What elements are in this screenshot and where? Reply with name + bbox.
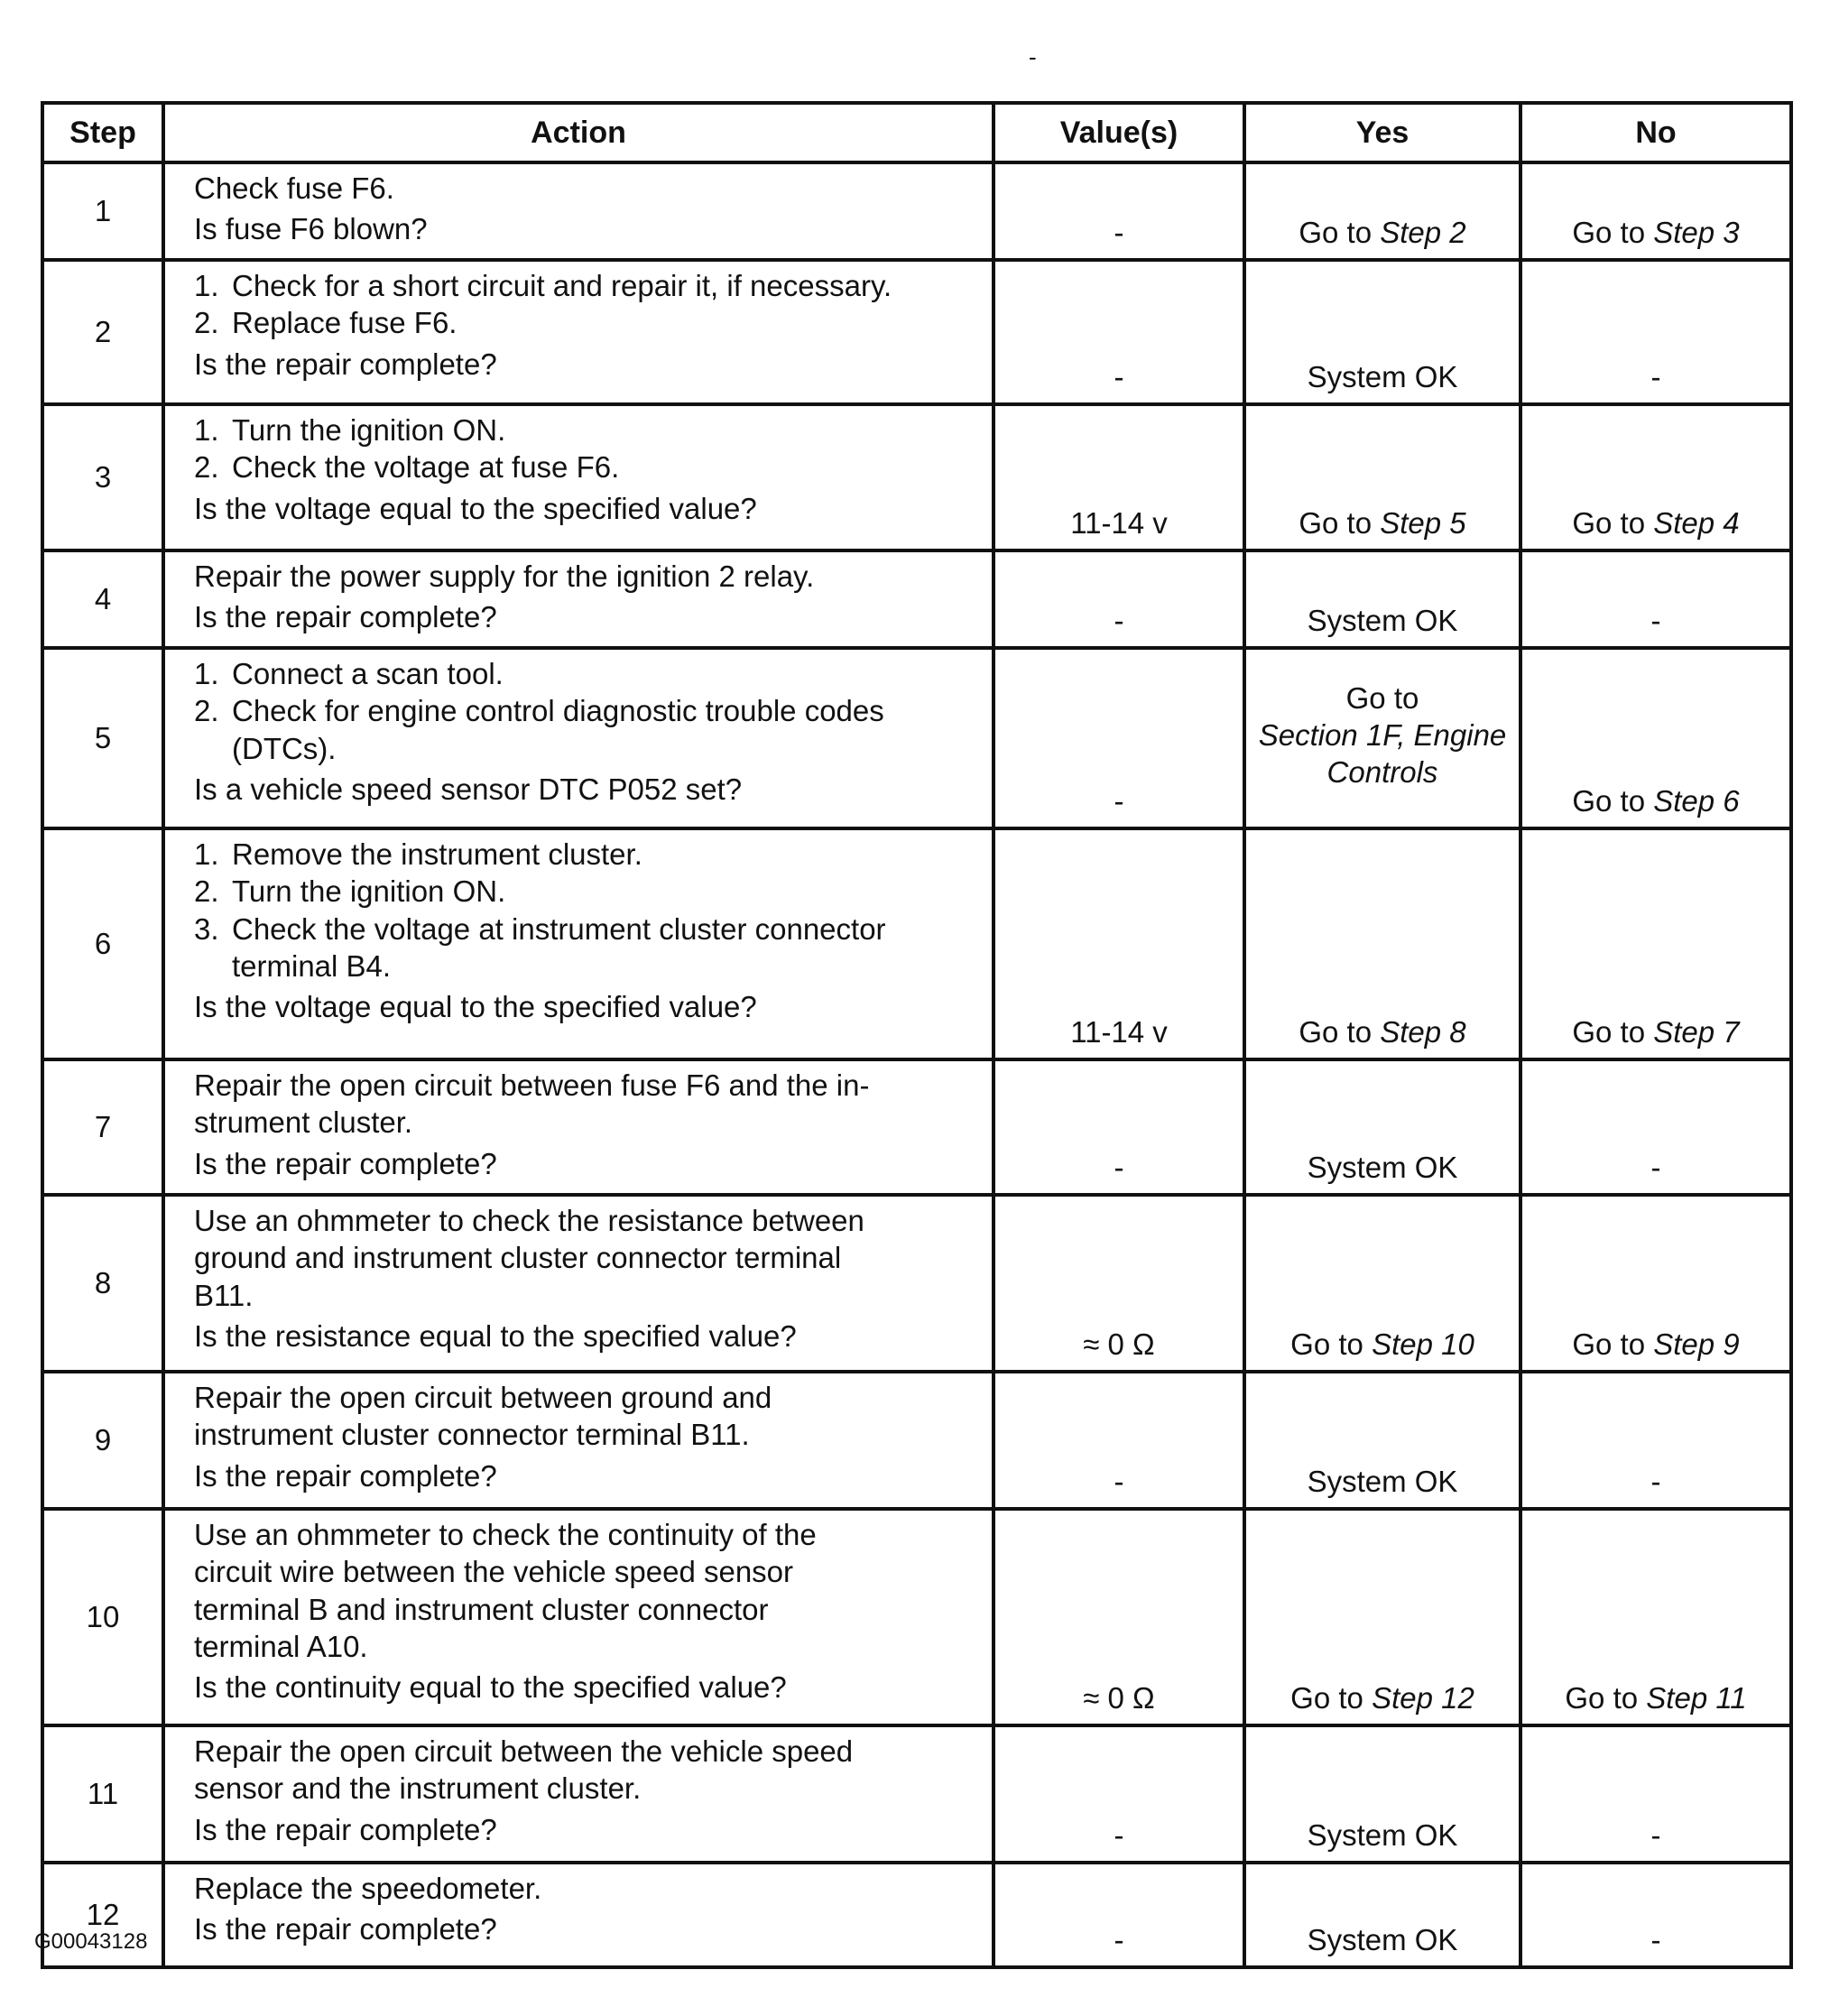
no-cell <box>1520 1059 1791 1195</box>
no-prefix: - <box>1650 359 1661 393</box>
action-step-text: Turn the ignition ON. <box>232 413 506 447</box>
action-text: Replace the speedometer. <box>194 1872 542 1905</box>
action-cell <box>163 648 994 828</box>
no-prefix: - <box>1650 603 1661 637</box>
action-cell <box>163 162 994 260</box>
action-text: terminal B and instrument cluster connector <box>194 1592 769 1626</box>
no-prefix: - <box>1650 1464 1661 1498</box>
action-cell <box>163 1195 994 1372</box>
step-number: 4 <box>42 550 163 648</box>
yes-prefix: Go to <box>1299 505 1372 540</box>
action-step-number: 1. <box>194 413 219 447</box>
value-cell: - <box>994 550 1244 648</box>
action-question: Is a vehicle speed sensor DTC P052 set? <box>194 772 743 806</box>
action-step-text: Check the voltage at instrument cluster connector terminal B4. <box>232 911 886 983</box>
value-cell: - <box>994 1059 1244 1195</box>
table-row <box>42 1195 1791 1372</box>
yes-prefix: System OK <box>1307 603 1458 637</box>
action-cell <box>163 404 994 550</box>
yes-cell <box>1244 162 1520 260</box>
table-row <box>42 828 1791 1059</box>
no-cell <box>1520 648 1791 828</box>
yes-prefix: Go to <box>1290 1680 1363 1715</box>
no-prefix: - <box>1650 1922 1661 1956</box>
header-yes: Yes <box>1244 103 1520 162</box>
action-cell <box>163 1863 994 1967</box>
header-values: Value(s) <box>994 103 1244 162</box>
no-reference: Step 11 <box>1646 1680 1747 1715</box>
action-text: Repair the open circuit between fuse F6 and the in- <box>194 1068 870 1102</box>
action-text: terminal A10. <box>194 1629 368 1663</box>
action-question: Is the resistance equal to the specified value? <box>194 1318 797 1353</box>
yes-reference: Step 10 <box>1372 1327 1474 1361</box>
header-no: No <box>1520 103 1791 162</box>
step-number: 9 <box>42 1372 163 1509</box>
yes-prefix: Go to <box>1345 680 1419 715</box>
yes-cell <box>1244 1863 1520 1967</box>
action-step-text: Remove the instrument cluster. <box>232 837 642 871</box>
value-cell: - <box>994 1372 1244 1509</box>
step-number: 2 <box>42 260 163 404</box>
action-cell <box>163 260 994 404</box>
table-row <box>42 260 1791 404</box>
table-row <box>42 1059 1791 1195</box>
yes-prefix: Go to <box>1290 1327 1363 1361</box>
yes-reference: Step 5 <box>1380 505 1466 540</box>
no-cell <box>1520 162 1791 260</box>
no-prefix: - <box>1650 1817 1661 1852</box>
action-question: Is the voltage equal to the specified value? <box>194 491 757 525</box>
action-text: strument cluster. <box>194 1105 413 1140</box>
action-cell <box>163 828 994 1059</box>
action-text: Use an ohmmeter to check the resistance between <box>194 1204 864 1237</box>
action-question: Is the repair complete? <box>194 600 497 634</box>
step-number: 3 <box>42 404 163 550</box>
table-row <box>42 1863 1791 1967</box>
action-text: instrument cluster connector terminal B11. <box>194 1418 750 1452</box>
action-step-text: Check for engine control diagnostic trouble codes (DTCs). <box>232 694 884 765</box>
action-text: Repair the open circuit between the vehicle speed <box>194 1734 854 1768</box>
value-cell: - <box>994 1863 1244 1967</box>
action-step-text: Connect a scan tool. <box>232 657 504 690</box>
yes-prefix: System OK <box>1307 1150 1458 1184</box>
no-cell <box>1520 404 1791 550</box>
yes-reference: Step 2 <box>1380 215 1466 249</box>
no-cell <box>1520 1863 1791 1967</box>
action-step <box>194 655 979 692</box>
value-cell: ≈ 0 Ω <box>994 1509 1244 1725</box>
yes-cell <box>1244 550 1520 648</box>
no-prefix: Go to <box>1565 1680 1639 1715</box>
action-question: Is the repair complete? <box>194 347 497 381</box>
action-step <box>194 267 979 304</box>
value-cell: ≈ 0 Ω <box>994 1195 1244 1372</box>
no-prefix: Go to <box>1572 783 1646 818</box>
action-step <box>194 836 979 873</box>
yes-cell <box>1244 828 1520 1059</box>
no-reference: Step 6 <box>1653 783 1740 818</box>
top-mark: - <box>1029 43 1037 70</box>
action-text: Check fuse F6. <box>194 171 394 205</box>
action-text: B11. <box>194 1278 254 1312</box>
table-body <box>42 162 1791 1967</box>
no-prefix: Go to <box>1572 1327 1646 1361</box>
no-cell <box>1520 1372 1791 1509</box>
action-step <box>194 449 979 486</box>
no-prefix: - <box>1650 1150 1661 1184</box>
no-reference: Step 4 <box>1653 505 1740 540</box>
action-cell <box>163 1509 994 1725</box>
figure-id: G00043128 <box>34 1929 148 1954</box>
table-row <box>42 1509 1791 1725</box>
action-step-text: Turn the ignition ON. <box>232 874 506 909</box>
yes-prefix: System OK <box>1307 359 1458 393</box>
action-text: ground and instrument cluster connector terminal <box>194 1241 842 1275</box>
yes-cell <box>1244 1059 1520 1195</box>
diagnostic-table <box>41 101 1793 1969</box>
no-reference: Step 9 <box>1653 1327 1740 1361</box>
action-step-number: 2. <box>194 694 219 728</box>
action-question: Is the voltage equal to the specified value? <box>194 990 757 1023</box>
yes-reference: Step 8 <box>1380 1014 1466 1049</box>
no-cell <box>1520 1509 1791 1725</box>
value-cell: 11-14 v <box>994 404 1244 550</box>
action-step <box>194 412 979 449</box>
no-prefix: Go to <box>1572 215 1646 249</box>
action-step-text: Check for a short circuit and repair it, if necessary. <box>232 269 892 302</box>
table-row <box>42 550 1791 648</box>
yes-cell <box>1244 648 1520 828</box>
action-step <box>194 873 979 910</box>
no-reference: Step 3 <box>1653 215 1740 249</box>
table-row <box>42 404 1791 550</box>
step-number: 5 <box>42 648 163 828</box>
action-step-number: 2. <box>194 450 219 485</box>
yes-prefix: System OK <box>1307 1464 1458 1498</box>
table-row <box>42 648 1791 828</box>
yes-prefix: Go to <box>1299 215 1372 249</box>
action-text: circuit wire between the vehicle speed sensor <box>194 1555 794 1589</box>
action-step <box>194 304 979 341</box>
yes-cell <box>1244 260 1520 404</box>
action-cell <box>163 550 994 648</box>
no-cell <box>1520 1725 1791 1863</box>
action-step <box>194 911 979 985</box>
header-row <box>42 103 1791 162</box>
table-row <box>42 1372 1791 1509</box>
value-cell: - <box>994 162 1244 260</box>
header-step: Step <box>42 103 163 162</box>
step-number: 1 <box>42 162 163 260</box>
no-prefix: Go to <box>1572 1014 1646 1049</box>
action-cell <box>163 1725 994 1863</box>
action-text: Repair the open circuit between ground and <box>194 1381 772 1414</box>
value-cell: - <box>994 260 1244 404</box>
action-question: Is the repair complete? <box>194 1912 497 1947</box>
table-row <box>42 162 1791 260</box>
action-step-number: 1. <box>194 837 219 871</box>
value-cell: - <box>994 648 1244 828</box>
action-step-number: 1. <box>194 269 219 302</box>
yes-cell <box>1244 1725 1520 1863</box>
yes-cell <box>1244 1195 1520 1372</box>
yes-prefix: System OK <box>1307 1817 1458 1852</box>
action-question: Is fuse F6 blown? <box>194 212 428 246</box>
yes-reference: Section 1F, Engine Controls <box>1258 717 1507 790</box>
yes-cell <box>1244 1372 1520 1509</box>
yes-prefix: Go to <box>1299 1014 1372 1049</box>
no-cell <box>1520 1195 1791 1372</box>
action-step-number: 3. <box>194 911 219 946</box>
action-step-text: Replace fuse F6. <box>232 306 458 340</box>
action-step-text: Check the voltage at fuse F6. <box>232 450 620 485</box>
no-prefix: Go to <box>1572 505 1646 540</box>
action-step-number: 2. <box>194 306 219 340</box>
action-step <box>194 692 979 767</box>
yes-cell <box>1244 1509 1520 1725</box>
action-question: Is the repair complete? <box>194 1146 497 1180</box>
no-cell <box>1520 550 1791 648</box>
value-cell: 11-14 v <box>994 828 1244 1059</box>
value-cell: - <box>994 1725 1244 1863</box>
action-cell <box>163 1372 994 1509</box>
action-step-number: 1. <box>194 657 219 690</box>
yes-prefix: System OK <box>1307 1922 1458 1956</box>
no-cell <box>1520 828 1791 1059</box>
yes-reference: Step 12 <box>1372 1680 1474 1715</box>
header-action: Action <box>163 103 994 162</box>
action-text: Repair the power supply for the ignition 2 relay. <box>194 559 815 593</box>
no-reference: Step 7 <box>1653 1014 1740 1049</box>
step-number: 10 <box>42 1509 163 1725</box>
action-text: Use an ohmmeter to check the continuity of the <box>194 1518 817 1551</box>
action-question: Is the repair complete? <box>194 1812 497 1846</box>
action-question: Is the continuity equal to the specified value? <box>194 1670 787 1704</box>
step-number: 8 <box>42 1195 163 1372</box>
step-number: 7 <box>42 1059 163 1195</box>
step-number: 12 <box>42 1863 163 1967</box>
action-text: sensor and the instrument cluster. <box>194 1771 642 1806</box>
action-question: Is the repair complete? <box>194 1458 497 1493</box>
table-row <box>42 1725 1791 1863</box>
action-step-number: 2. <box>194 874 219 909</box>
no-cell <box>1520 260 1791 404</box>
action-cell <box>163 1059 994 1195</box>
yes-cell <box>1244 404 1520 550</box>
step-number: 11 <box>42 1725 163 1863</box>
step-number: 6 <box>42 828 163 1059</box>
